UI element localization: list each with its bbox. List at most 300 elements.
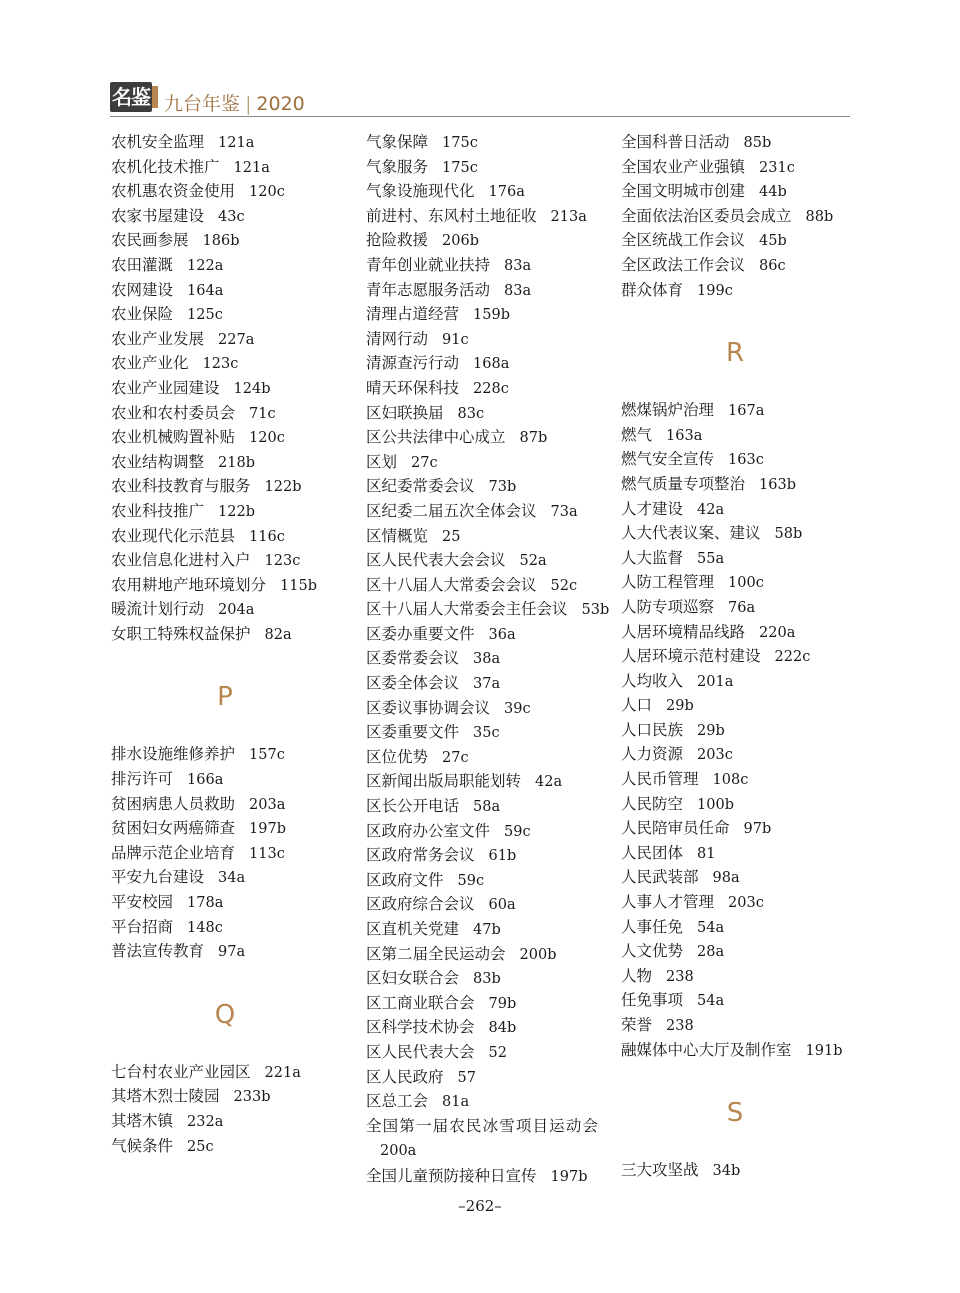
index-entry [621, 204, 861, 229]
index-entry [366, 228, 606, 253]
entry-page: 221a [264, 1064, 301, 1081]
entry-page: 52c [550, 577, 578, 594]
entry-group [621, 1158, 861, 1183]
entry-term: 区十八届人大常委会主任会议 [366, 600, 568, 619]
index-entry [111, 816, 351, 841]
entry-page: 231c [759, 159, 795, 176]
index-entry [111, 548, 351, 573]
entry-page: 166a [187, 772, 224, 789]
entry-page: 227a [218, 331, 255, 348]
entry-page: 238 [666, 968, 694, 985]
index-entry [111, 179, 351, 204]
index-entry [111, 450, 351, 475]
entry-page: 42a [535, 774, 563, 791]
index-entry [621, 595, 861, 620]
entry-page: 29b [666, 698, 694, 715]
entry-term: 农网建设 [111, 280, 174, 299]
entry-page: 86c [759, 257, 786, 274]
section-letter-q: Q [214, 999, 236, 1030]
entry-term: 农业和农村委员会 [111, 403, 236, 422]
entry-term: 平安九台建设 [111, 868, 205, 887]
index-entry [111, 376, 351, 401]
entry-group [111, 742, 351, 963]
index-entry [621, 179, 861, 204]
entry-page: 218b [218, 454, 255, 471]
index-entry [621, 693, 861, 718]
index-entry [111, 302, 351, 327]
entry-term: 区公共法律中心成立 [366, 428, 506, 447]
entry-page: 85b [743, 135, 772, 151]
entry-page: 199c [697, 282, 733, 299]
entry-term: 全国第一届农民冰雪项目运动会 [366, 1116, 598, 1135]
index-entry [621, 423, 861, 448]
entry-term: 人民陪审员任命 [621, 819, 730, 838]
entry-page: 233b [233, 1089, 271, 1106]
entry-page: 163b [759, 476, 796, 493]
index-entry [621, 253, 861, 278]
entry-page: 97a [218, 944, 246, 961]
index-entry [621, 890, 861, 915]
entry-term: 农业科技推广 [111, 501, 205, 520]
entry-term: 区纪委二届五次全体会议 [366, 501, 537, 520]
index-entry [621, 472, 861, 497]
index-entry [366, 302, 606, 327]
entry-page: 122a [187, 257, 224, 274]
entry-term: 区委全体会议 [366, 674, 460, 693]
entry-page: 84b [488, 1020, 517, 1037]
index-entry [621, 130, 861, 155]
index-entry [111, 253, 351, 278]
entry-term: 全面依法治区委员会成立 [621, 206, 792, 225]
entry-term: 晴天环保科技 [366, 378, 460, 397]
entry-page: 60a [488, 897, 516, 914]
entry-page: 213a [550, 208, 587, 225]
entry-term: 七台村农业产业园区 [111, 1062, 251, 1081]
entry-term: 区人民政府 [366, 1067, 444, 1086]
index-entry [366, 179, 606, 204]
entry-page: 163c [728, 452, 764, 469]
entry-page: 122b [218, 503, 255, 520]
entry-term: 区新闻出版局职能划转 [366, 772, 522, 791]
entry-page: 228c [473, 380, 509, 397]
header-rule [110, 116, 850, 117]
entry-term: 人大监督 [621, 548, 684, 567]
index-entry [366, 573, 606, 598]
index-column-2 [366, 130, 610, 1189]
entry-page: 88b [805, 208, 834, 225]
entry-term: 农民画参展 [111, 231, 189, 250]
index-entry [621, 964, 861, 989]
entry-group [111, 130, 351, 646]
index-entry [366, 401, 606, 426]
entry-page: 42a [697, 501, 725, 518]
entry-term: 燃气安全宣传 [621, 450, 715, 469]
entry-term: 女职工特殊权益保护 [111, 624, 251, 643]
entry-term: 人物 [621, 966, 653, 985]
index-entry [621, 792, 861, 817]
entry-term: 人力资源 [621, 745, 684, 764]
index-entry [111, 499, 351, 524]
entry-page: 97b [743, 821, 772, 838]
entry-term: 区妇女联合会 [366, 969, 460, 988]
index-entry [366, 696, 606, 721]
entry-page: 159b [473, 307, 510, 324]
entry-term: 人民团体 [621, 843, 684, 862]
entry-page: 58b [774, 526, 803, 543]
book-title [164, 89, 305, 116]
entry-page: 203c [697, 747, 733, 764]
index-entry [111, 841, 351, 866]
entry-page: 120c [249, 184, 285, 201]
entry-page: 81a [442, 1094, 470, 1111]
index-entry [111, 524, 351, 549]
index-entry [366, 819, 606, 844]
index-entry [111, 622, 351, 647]
entry-term: 人口民族 [621, 720, 684, 739]
index-entry [366, 425, 606, 450]
entry-term: 区委常委会议 [366, 649, 460, 668]
entry-term: 区委重要文件 [366, 723, 460, 742]
entry-term: 区妇联换届 [366, 403, 444, 422]
entry-page: 123c [202, 356, 239, 373]
index-entry [366, 794, 606, 819]
entry-page: 168a [473, 356, 510, 373]
index-entry [621, 669, 861, 694]
entry-term: 区政府常务会议 [366, 846, 475, 865]
entry-term: 农业机械购置补贴 [111, 428, 236, 447]
index-entry [621, 988, 861, 1013]
entry-term: 青年志愿服务活动 [366, 280, 491, 299]
entry-term: 全国农业产业强镇 [621, 157, 746, 176]
entry-term: 区委议事协调会议 [366, 698, 491, 717]
entry-term: 人才建设 [621, 499, 684, 518]
index-entry [111, 573, 351, 598]
index-entry [366, 524, 606, 549]
index-entry [366, 671, 606, 696]
index-entry [621, 278, 861, 303]
entry-term: 农家书屋建设 [111, 206, 205, 225]
entry-page: 57 [457, 1069, 476, 1086]
entry-page: 200b [519, 946, 557, 963]
index-entry [366, 155, 606, 180]
book-year: 2020 [256, 93, 305, 115]
entry-term: 全区政法工作会议 [621, 255, 746, 274]
index-entry [366, 1065, 606, 1090]
entry-page: 100b [697, 796, 734, 813]
entry-term: 任免事项 [621, 991, 684, 1010]
entry-page: 54a [697, 919, 725, 936]
section-letter-r: R [725, 338, 745, 369]
entry-page: 25c [187, 1138, 214, 1155]
index-entry [111, 1109, 351, 1134]
entry-page: 58a [473, 799, 501, 816]
index-entry [366, 376, 606, 401]
entry-page: 27c [411, 454, 438, 471]
entry-term: 燃煤锅炉治理 [621, 401, 715, 420]
entry-page: 100c [728, 575, 764, 592]
entry-term: 区长公开电话 [366, 797, 460, 816]
entry-term: 贫困妇女两癌筛查 [111, 819, 236, 838]
entry-term: 农业产业化 [111, 354, 189, 373]
index-entry [366, 769, 606, 794]
index-entry [621, 546, 861, 571]
index-entry [366, 991, 606, 1016]
entry-term: 农业信息化进村入户 [111, 551, 251, 570]
entry-term: 区总工会 [366, 1092, 429, 1111]
entry-term: 暖流计划行动 [111, 600, 205, 619]
entry-term: 人文优势 [621, 942, 684, 961]
entry-term: 排水设施维修养护 [111, 745, 236, 764]
entry-term: 人居环境示范村建设 [621, 647, 761, 666]
entry-term: 融媒体中心大厅及制作室 [621, 1040, 792, 1059]
section-letter-s: S [726, 1098, 744, 1129]
entry-page: 157c [249, 747, 285, 764]
entry-page: 113c [249, 845, 285, 862]
index-entry [111, 474, 351, 499]
entry-page: 115b [280, 577, 317, 594]
entry-page: 37a [473, 676, 501, 693]
entry-term: 农业结构调整 [111, 452, 205, 471]
index-entry [111, 278, 351, 303]
index-entry [366, 1114, 598, 1164]
index-entry [111, 742, 351, 767]
entry-term: 人大代表议案、建议 [621, 524, 761, 543]
entry-term: 人口 [621, 696, 653, 715]
entry-term: 区纪委常委会议 [366, 477, 475, 496]
entry-page: 35c [473, 725, 500, 742]
entry-term: 三大攻坚战 [621, 1161, 699, 1180]
index-entry [621, 841, 861, 866]
entry-term: 人事人才管理 [621, 893, 715, 912]
index-entry [621, 644, 861, 669]
entry-term: 人均收入 [621, 671, 684, 690]
entry-page: 232a [187, 1114, 224, 1130]
index-entry [366, 917, 606, 942]
index-entry [366, 1089, 606, 1114]
index-column-3 [621, 130, 861, 1183]
entry-page: 55a [697, 550, 725, 567]
entry-page: 61b [488, 848, 517, 865]
entry-term: 群众体育 [621, 280, 684, 299]
entry-page: 220a [759, 624, 796, 641]
entry-term: 人事任免 [621, 917, 684, 936]
index-entry [366, 843, 606, 868]
entry-page: 206b [442, 233, 479, 250]
entry-term: 气象保障 [366, 133, 429, 151]
index-entry [366, 204, 606, 229]
section-letter-p: P [217, 682, 233, 713]
entry-term: 清理占道经营 [366, 305, 460, 324]
index-entry [366, 622, 606, 647]
index-entry [111, 155, 351, 180]
entry-term: 农田灌溉 [111, 255, 174, 274]
entry-page: 25 [442, 528, 461, 545]
index-entry [366, 278, 606, 303]
index-entry [111, 939, 351, 964]
entry-page: 163a [666, 427, 703, 444]
entry-page: 59c [504, 823, 531, 840]
entry-page: 116c [249, 528, 285, 545]
entry-term: 抢险救援 [366, 231, 429, 250]
entry-page: 222c [774, 649, 811, 666]
entry-page: 45b [759, 233, 787, 250]
entry-term: 普法宣传教育 [111, 942, 205, 961]
page-number: –262– [458, 1197, 502, 1215]
entry-term: 区人民代表大会会议 [366, 551, 506, 570]
index-entry [366, 892, 606, 917]
entry-page: 191b [805, 1042, 843, 1059]
entry-term: 人民币管理 [621, 770, 699, 789]
index-entry [621, 228, 861, 253]
entry-term: 人民防空 [621, 794, 684, 813]
entry-term: 区划 [366, 452, 398, 471]
entry-term: 前进村、东风村土地征收 [366, 206, 537, 225]
index-entry [366, 327, 606, 352]
entry-term: 区政府办公室文件 [366, 821, 491, 840]
entry-page: 43c [218, 208, 245, 225]
entry-page: 79b [488, 995, 517, 1012]
entry-page: 39c [504, 700, 531, 717]
index-entry [366, 1164, 606, 1189]
entry-term: 区科学技术协会 [366, 1018, 475, 1037]
entry-page: 123c [264, 553, 301, 570]
index-entry [366, 548, 606, 573]
entry-term: 燃气质量专项整治 [621, 474, 746, 493]
entry-term: 区位优势 [366, 747, 429, 766]
index-entry [621, 816, 861, 841]
entry-term: 平台招商 [111, 917, 174, 936]
entry-page: 178a [187, 895, 224, 912]
entry-group [621, 130, 861, 302]
entry-term: 区直机关党建 [366, 920, 460, 938]
index-entry [111, 327, 351, 352]
entry-page: 83a [504, 257, 532, 274]
yearbook-logo: 名鉴 [110, 82, 152, 112]
entry-term: 清网行动 [366, 329, 429, 348]
entry-term: 全区统战工作会议 [621, 231, 746, 250]
entry-term: 区工商业联合会 [366, 993, 475, 1012]
index-entry [111, 130, 351, 155]
entry-term: 区委办重要文件 [366, 624, 475, 643]
entry-term: 农业科技教育与服务 [111, 477, 251, 496]
entry-term: 其塔木烈士陵园 [111, 1087, 220, 1106]
entry-term: 清源查污行动 [366, 354, 460, 373]
index-entry [621, 915, 861, 940]
entry-page: 197b [550, 1168, 588, 1185]
entry-page: 238 [666, 1018, 694, 1034]
index-entry [621, 1158, 861, 1183]
entry-page: 203c [728, 895, 764, 912]
entry-group [621, 398, 861, 1062]
entry-term: 其塔木镇 [111, 1112, 174, 1130]
entry-page: 176a [488, 184, 525, 201]
entry-page: 73a [550, 503, 578, 520]
entry-term: 气象设施现代化 [366, 182, 475, 201]
entry-page: 148c [187, 919, 223, 936]
index-entry [366, 1040, 606, 1065]
entry-term: 区第二届全民运动会 [366, 944, 506, 963]
index-entry [621, 1038, 861, 1063]
index-entry [621, 865, 861, 890]
title-separator: | [245, 93, 252, 115]
entry-term: 燃气 [621, 425, 653, 444]
index-entry [621, 1013, 861, 1038]
index-entry [111, 890, 351, 915]
entry-page: 29b [697, 722, 725, 739]
entry-page: 108c [712, 772, 749, 789]
index-entry [621, 620, 861, 645]
entry-term: 平安校园 [111, 893, 174, 912]
index-entry [621, 497, 861, 522]
index-entry [366, 868, 606, 893]
index-entry [366, 130, 606, 155]
entry-term: 区人民代表大会 [366, 1042, 475, 1061]
entry-term: 人民武装部 [621, 868, 699, 887]
index-entry [366, 499, 606, 524]
entry-term: 全国文明城市创建 [621, 182, 746, 201]
index-entry [111, 425, 351, 450]
index-entry [621, 521, 861, 546]
entry-page: 197b [249, 821, 286, 838]
index-entry [111, 1060, 351, 1085]
index-entry [111, 792, 351, 817]
index-entry [621, 570, 861, 595]
entry-page: 81 [697, 845, 716, 862]
index-entry [111, 228, 351, 253]
entry-page: 91c [442, 331, 469, 348]
entry-page: 82a [264, 626, 292, 643]
entry-term: 全国科普日活动 [621, 133, 730, 151]
entry-term: 贫困病患人员救助 [111, 794, 236, 813]
entry-page: 36a [488, 626, 516, 643]
entry-term: 排污许可 [111, 770, 174, 789]
entry-page: 122b [264, 479, 302, 496]
entry-group [366, 130, 610, 1114]
entry-term: 青年创业就业扶持 [366, 255, 491, 274]
entry-page: 124b [233, 380, 271, 397]
index-entry [621, 939, 861, 964]
index-entry [621, 447, 861, 472]
entry-term: 区情概览 [366, 526, 429, 545]
entry-page: 98a [712, 870, 740, 887]
entry-page: 53b [581, 602, 610, 619]
entry-term: 人居环境精品线路 [621, 622, 746, 641]
entry-term: 农业保险 [111, 305, 174, 324]
index-entry [366, 253, 606, 278]
entry-term: 农机化技术推广 [111, 157, 220, 176]
entry-page: 167a [728, 403, 765, 420]
index-entry [366, 450, 606, 475]
entry-term: 区政府综合会议 [366, 895, 475, 914]
entry-page: 83c [457, 405, 485, 422]
entry-page: 203a [249, 796, 286, 813]
entry-page: 164a [187, 282, 224, 299]
entry-page: 28a [697, 944, 725, 961]
entry-page: 83a [504, 282, 532, 299]
index-entry [111, 401, 351, 426]
index-entry [366, 966, 606, 991]
entry-page: 125c [187, 307, 223, 324]
index-entry [366, 351, 606, 376]
entry-page: 44b [759, 184, 787, 201]
index-entry [111, 1134, 351, 1159]
index-entry [621, 718, 861, 743]
index-entry [111, 597, 351, 622]
entry-group [366, 1164, 606, 1189]
entry-page: 83b [473, 971, 501, 988]
entry-term: 全国儿童预防接种日宣传 [366, 1166, 537, 1185]
entry-page: 76a [728, 599, 756, 616]
